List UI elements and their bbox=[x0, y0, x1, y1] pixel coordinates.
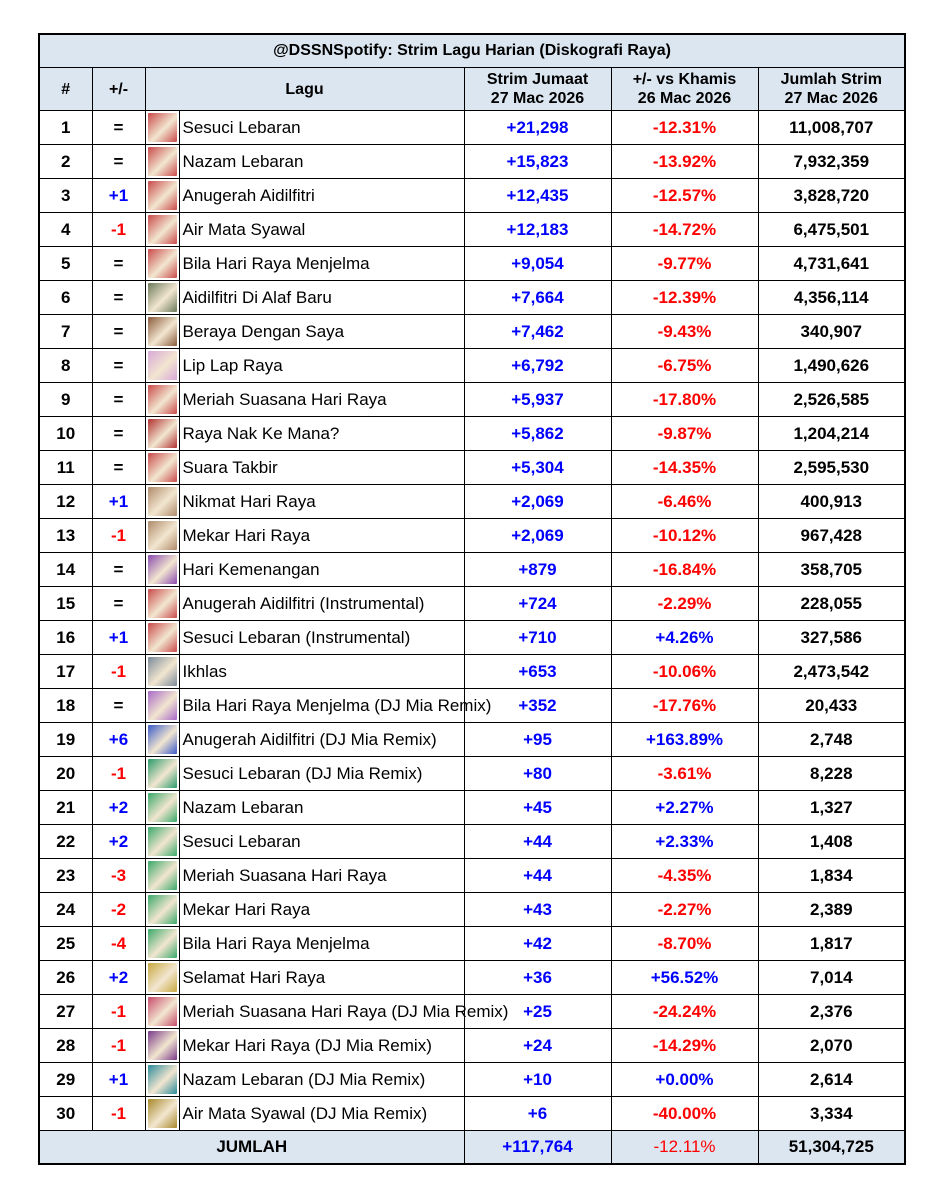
total-streams: 400,913 bbox=[758, 485, 905, 519]
change-cell: -1 bbox=[92, 995, 145, 1029]
total-streams: 4,731,641 bbox=[758, 247, 905, 281]
table-row bbox=[39, 247, 905, 281]
rank-cell: 12 bbox=[39, 485, 92, 519]
pct-change: -10.12% bbox=[611, 519, 758, 553]
pct-change: -40.00% bbox=[611, 1097, 758, 1131]
rank-cell: 18 bbox=[39, 689, 92, 723]
daily-streams: +7,664 bbox=[464, 281, 611, 315]
total-streams: 11,008,707 bbox=[758, 111, 905, 145]
rank-cell: 30 bbox=[39, 1097, 92, 1131]
album-cover-icon bbox=[148, 215, 177, 244]
song-title: Aidilfitri Di Alaf Baru bbox=[179, 281, 464, 315]
album-art-cell bbox=[145, 315, 179, 349]
song-title: Selamat Hari Raya bbox=[179, 961, 464, 995]
pct-change: -6.46% bbox=[611, 485, 758, 519]
daily-streams: +45 bbox=[464, 791, 611, 825]
rank-cell: 16 bbox=[39, 621, 92, 655]
album-art-cell bbox=[145, 689, 179, 723]
table-row bbox=[39, 485, 905, 519]
table-row bbox=[39, 111, 905, 145]
song-title: Ikhlas bbox=[179, 655, 464, 689]
change-cell: = bbox=[92, 145, 145, 179]
change-cell: = bbox=[92, 111, 145, 145]
rank-cell: 22 bbox=[39, 825, 92, 859]
album-cover-icon bbox=[148, 1065, 177, 1094]
table-row bbox=[39, 383, 905, 417]
album-art-cell bbox=[145, 723, 179, 757]
rank-cell: 8 bbox=[39, 349, 92, 383]
album-art-cell bbox=[145, 111, 179, 145]
daily-streams: +24 bbox=[464, 1029, 611, 1063]
total-streams: 1,408 bbox=[758, 825, 905, 859]
daily-streams: +15,823 bbox=[464, 145, 611, 179]
album-cover-icon bbox=[148, 929, 177, 958]
album-art-cell bbox=[145, 825, 179, 859]
song-title: Bila Hari Raya Menjelma (DJ Mia Remix) bbox=[179, 689, 464, 723]
header-song: Lagu bbox=[145, 68, 464, 111]
change-cell: = bbox=[92, 349, 145, 383]
song-title: Sesuci Lebaran (DJ Mia Remix) bbox=[179, 757, 464, 791]
table-row bbox=[39, 587, 905, 621]
daily-streams: +7,462 bbox=[464, 315, 611, 349]
total-pct: -12.11% bbox=[611, 1131, 758, 1165]
album-art-cell bbox=[145, 791, 179, 825]
change-cell: = bbox=[92, 315, 145, 349]
daily-streams: +2,069 bbox=[464, 485, 611, 519]
total-streams: 3,828,720 bbox=[758, 179, 905, 213]
table-row bbox=[39, 757, 905, 791]
total-streams: 8,228 bbox=[758, 757, 905, 791]
rank-cell: 4 bbox=[39, 213, 92, 247]
total-streams: 2,376 bbox=[758, 995, 905, 1029]
pct-change: -9.87% bbox=[611, 417, 758, 451]
total-streams: 340,907 bbox=[758, 315, 905, 349]
album-cover-icon bbox=[148, 419, 177, 448]
rank-cell: 24 bbox=[39, 893, 92, 927]
table-row bbox=[39, 723, 905, 757]
header-streams bbox=[464, 68, 611, 111]
change-cell: -2 bbox=[92, 893, 145, 927]
total-streams: 6,475,501 bbox=[758, 213, 905, 247]
change-cell: +6 bbox=[92, 723, 145, 757]
daily-streams: +6,792 bbox=[464, 349, 611, 383]
header-total bbox=[758, 68, 905, 111]
album-cover-icon bbox=[148, 317, 177, 346]
pct-change: -6.75% bbox=[611, 349, 758, 383]
album-art-cell bbox=[145, 621, 179, 655]
album-art-cell bbox=[145, 417, 179, 451]
table-row bbox=[39, 1029, 905, 1063]
album-cover-icon bbox=[148, 827, 177, 856]
rank-cell: 10 bbox=[39, 417, 92, 451]
album-art-cell bbox=[145, 247, 179, 281]
song-title: Bila Hari Raya Menjelma bbox=[179, 927, 464, 961]
album-art-cell bbox=[145, 281, 179, 315]
album-art-cell bbox=[145, 349, 179, 383]
daily-streams: +80 bbox=[464, 757, 611, 791]
pct-change: -13.92% bbox=[611, 145, 758, 179]
song-title: Nazam Lebaran (DJ Mia Remix) bbox=[179, 1063, 464, 1097]
album-cover-icon bbox=[148, 997, 177, 1026]
title-row bbox=[39, 34, 905, 68]
song-title: Sesuci Lebaran (Instrumental) bbox=[179, 621, 464, 655]
header-streams-line1: Strim Jumaat bbox=[486, 71, 589, 88]
rank-cell: 5 bbox=[39, 247, 92, 281]
rank-cell: 7 bbox=[39, 315, 92, 349]
album-art-cell bbox=[145, 383, 179, 417]
song-title: Nazam Lebaran bbox=[179, 791, 464, 825]
change-cell: = bbox=[92, 451, 145, 485]
pct-change: -12.57% bbox=[611, 179, 758, 213]
rank-cell: 17 bbox=[39, 655, 92, 689]
chart-title: @DSSNSpotify: Strim Lagu Harian (Diskografi Raya) bbox=[39, 34, 905, 68]
total-streams: 4,356,114 bbox=[758, 281, 905, 315]
rank-cell: 23 bbox=[39, 859, 92, 893]
rank-cell: 20 bbox=[39, 757, 92, 791]
total-streams: 1,327 bbox=[758, 791, 905, 825]
daily-streams: +44 bbox=[464, 859, 611, 893]
header-total-line1: Jumlah Strim bbox=[780, 71, 882, 88]
total-streams: 1,204,214 bbox=[758, 417, 905, 451]
album-art-cell bbox=[145, 485, 179, 519]
daily-streams: +95 bbox=[464, 723, 611, 757]
rank-cell: 11 bbox=[39, 451, 92, 485]
daily-streams: +710 bbox=[464, 621, 611, 655]
daily-streams: +6 bbox=[464, 1097, 611, 1131]
daily-streams: +5,304 bbox=[464, 451, 611, 485]
album-cover-icon bbox=[148, 691, 177, 720]
table-row bbox=[39, 893, 905, 927]
change-cell: +1 bbox=[92, 621, 145, 655]
table-row bbox=[39, 859, 905, 893]
song-title: Anugerah Aidilfitri (DJ Mia Remix) bbox=[179, 723, 464, 757]
change-cell: +2 bbox=[92, 791, 145, 825]
change-cell: -1 bbox=[92, 213, 145, 247]
album-cover-icon bbox=[148, 1031, 177, 1060]
total-streams: 2,389 bbox=[758, 893, 905, 927]
album-art-cell bbox=[145, 1097, 179, 1131]
total-streams: 7,014 bbox=[758, 961, 905, 995]
song-title: Suara Takbir bbox=[179, 451, 464, 485]
change-cell: +1 bbox=[92, 485, 145, 519]
change-cell: -1 bbox=[92, 519, 145, 553]
daily-streams: +43 bbox=[464, 893, 611, 927]
total-streams: 1,490,626 bbox=[758, 349, 905, 383]
album-cover-icon bbox=[148, 351, 177, 380]
change-cell: = bbox=[92, 417, 145, 451]
pct-change: -3.61% bbox=[611, 757, 758, 791]
change-cell: = bbox=[92, 247, 145, 281]
total-label: JUMLAH bbox=[39, 1131, 464, 1165]
song-title: Nazam Lebaran bbox=[179, 145, 464, 179]
rank-cell: 29 bbox=[39, 1063, 92, 1097]
pct-change: -4.35% bbox=[611, 859, 758, 893]
rank-cell: 26 bbox=[39, 961, 92, 995]
album-cover-icon bbox=[148, 861, 177, 890]
total-streams: 2,595,530 bbox=[758, 451, 905, 485]
daily-streams: +44 bbox=[464, 825, 611, 859]
daily-streams: +10 bbox=[464, 1063, 611, 1097]
change-cell: -1 bbox=[92, 1029, 145, 1063]
daily-streams: +25 bbox=[464, 995, 611, 1029]
change-cell: -1 bbox=[92, 757, 145, 791]
album-cover-icon bbox=[148, 113, 177, 142]
daily-streams: +21,298 bbox=[464, 111, 611, 145]
table-row bbox=[39, 451, 905, 485]
rank-cell: 27 bbox=[39, 995, 92, 1029]
table-row bbox=[39, 689, 905, 723]
total-all: 51,304,725 bbox=[758, 1131, 905, 1165]
header-change: +/- bbox=[92, 68, 145, 111]
table-row bbox=[39, 1063, 905, 1097]
total-streams: 358,705 bbox=[758, 553, 905, 587]
table-row bbox=[39, 315, 905, 349]
rank-cell: 15 bbox=[39, 587, 92, 621]
table-row bbox=[39, 825, 905, 859]
album-art-cell bbox=[145, 893, 179, 927]
album-art-cell bbox=[145, 519, 179, 553]
daily-streams: +653 bbox=[464, 655, 611, 689]
change-cell: -3 bbox=[92, 859, 145, 893]
total-streams: 2,526,585 bbox=[758, 383, 905, 417]
song-title: Meriah Suasana Hari Raya bbox=[179, 859, 464, 893]
table-row bbox=[39, 553, 905, 587]
daily-streams: +9,054 bbox=[464, 247, 611, 281]
song-title: Nikmat Hari Raya bbox=[179, 485, 464, 519]
change-cell: -1 bbox=[92, 1097, 145, 1131]
song-title: Sesuci Lebaran bbox=[179, 825, 464, 859]
table-row bbox=[39, 179, 905, 213]
album-cover-icon bbox=[148, 283, 177, 312]
song-title: Mekar Hari Raya bbox=[179, 519, 464, 553]
pct-change: -8.70% bbox=[611, 927, 758, 961]
pct-change: -10.06% bbox=[611, 655, 758, 689]
total-streams: 3,334 bbox=[758, 1097, 905, 1131]
song-title: Air Mata Syawal (DJ Mia Remix) bbox=[179, 1097, 464, 1131]
change-cell: -1 bbox=[92, 655, 145, 689]
album-cover-icon bbox=[148, 453, 177, 482]
table-row bbox=[39, 349, 905, 383]
album-cover-icon bbox=[148, 623, 177, 652]
daily-streams: +5,862 bbox=[464, 417, 611, 451]
rank-cell: 6 bbox=[39, 281, 92, 315]
song-title: Raya Nak Ke Mana? bbox=[179, 417, 464, 451]
song-title: Bila Hari Raya Menjelma bbox=[179, 247, 464, 281]
album-cover-icon bbox=[148, 521, 177, 550]
album-art-cell bbox=[145, 213, 179, 247]
header-streams-line2: 27 Mac 2026 bbox=[490, 90, 585, 107]
pct-change: -9.43% bbox=[611, 315, 758, 349]
daily-streams: +5,937 bbox=[464, 383, 611, 417]
table-row bbox=[39, 281, 905, 315]
table-row bbox=[39, 417, 905, 451]
pct-change: -2.29% bbox=[611, 587, 758, 621]
table-row bbox=[39, 519, 905, 553]
song-title: Lip Lap Raya bbox=[179, 349, 464, 383]
change-cell: = bbox=[92, 587, 145, 621]
table-row bbox=[39, 995, 905, 1029]
rank-cell: 21 bbox=[39, 791, 92, 825]
album-art-cell bbox=[145, 145, 179, 179]
album-cover-icon bbox=[148, 147, 177, 176]
total-streams: 2,070 bbox=[758, 1029, 905, 1063]
album-cover-icon bbox=[148, 793, 177, 822]
pct-change: +0.00% bbox=[611, 1063, 758, 1097]
rank-cell: 3 bbox=[39, 179, 92, 213]
total-streams: 327,586 bbox=[758, 621, 905, 655]
song-title: Sesuci Lebaran bbox=[179, 111, 464, 145]
album-art-cell bbox=[145, 961, 179, 995]
album-cover-icon bbox=[148, 589, 177, 618]
header-rank: # bbox=[39, 68, 92, 111]
pct-change: +2.33% bbox=[611, 825, 758, 859]
song-title: Beraya Dengan Saya bbox=[179, 315, 464, 349]
pct-change: -2.27% bbox=[611, 893, 758, 927]
total-streams: +117,764 bbox=[464, 1131, 611, 1165]
header-row bbox=[39, 68, 905, 111]
album-art-cell bbox=[145, 451, 179, 485]
album-cover-icon bbox=[148, 963, 177, 992]
album-art-cell bbox=[145, 587, 179, 621]
album-art-cell bbox=[145, 859, 179, 893]
pct-change: -12.39% bbox=[611, 281, 758, 315]
pct-change: -16.84% bbox=[611, 553, 758, 587]
rank-cell: 19 bbox=[39, 723, 92, 757]
album-cover-icon bbox=[148, 487, 177, 516]
change-cell: = bbox=[92, 383, 145, 417]
song-title: Meriah Suasana Hari Raya (DJ Mia Remix) bbox=[179, 995, 464, 1029]
total-streams: 20,433 bbox=[758, 689, 905, 723]
song-title: Anugerah Aidilfitri (Instrumental) bbox=[179, 587, 464, 621]
change-cell: -4 bbox=[92, 927, 145, 961]
total-streams: 228,055 bbox=[758, 587, 905, 621]
rank-cell: 25 bbox=[39, 927, 92, 961]
total-streams: 2,473,542 bbox=[758, 655, 905, 689]
table-row bbox=[39, 927, 905, 961]
table-row bbox=[39, 621, 905, 655]
rank-cell: 1 bbox=[39, 111, 92, 145]
table-row bbox=[39, 1097, 905, 1131]
table-row bbox=[39, 145, 905, 179]
pct-change: -12.31% bbox=[611, 111, 758, 145]
daily-streams: +2,069 bbox=[464, 519, 611, 553]
table-row bbox=[39, 213, 905, 247]
change-cell: +1 bbox=[92, 179, 145, 213]
album-cover-icon bbox=[148, 555, 177, 584]
album-cover-icon bbox=[148, 657, 177, 686]
change-cell: +2 bbox=[92, 825, 145, 859]
song-title: Anugerah Aidilfitri bbox=[179, 179, 464, 213]
album-cover-icon bbox=[148, 181, 177, 210]
pct-change: -17.80% bbox=[611, 383, 758, 417]
song-title: Hari Kemenangan bbox=[179, 553, 464, 587]
total-streams: 1,834 bbox=[758, 859, 905, 893]
table-row bbox=[39, 655, 905, 689]
pct-change: +163.89% bbox=[611, 723, 758, 757]
album-cover-icon bbox=[148, 725, 177, 754]
header-pct bbox=[611, 68, 758, 111]
daily-streams: +352 bbox=[464, 689, 611, 723]
pct-change: +2.27% bbox=[611, 791, 758, 825]
album-art-cell bbox=[145, 1063, 179, 1097]
change-cell: = bbox=[92, 553, 145, 587]
total-streams: 7,932,359 bbox=[758, 145, 905, 179]
daily-streams: +36 bbox=[464, 961, 611, 995]
pct-change: +56.52% bbox=[611, 961, 758, 995]
pct-change: -24.24% bbox=[611, 995, 758, 1029]
song-title: Air Mata Syawal bbox=[179, 213, 464, 247]
song-title: Mekar Hari Raya bbox=[179, 893, 464, 927]
song-title: Meriah Suasana Hari Raya bbox=[179, 383, 464, 417]
pct-change: +4.26% bbox=[611, 621, 758, 655]
change-cell: = bbox=[92, 689, 145, 723]
pct-change: -17.76% bbox=[611, 689, 758, 723]
rank-cell: 9 bbox=[39, 383, 92, 417]
album-cover-icon bbox=[148, 759, 177, 788]
rank-cell: 2 bbox=[39, 145, 92, 179]
rank-cell: 28 bbox=[39, 1029, 92, 1063]
streaming-chart-table bbox=[38, 33, 906, 1165]
header-total-line2: 27 Mac 2026 bbox=[784, 90, 878, 107]
table-row bbox=[39, 791, 905, 825]
change-cell: +1 bbox=[92, 1063, 145, 1097]
daily-streams: +879 bbox=[464, 553, 611, 587]
song-title: Mekar Hari Raya (DJ Mia Remix) bbox=[179, 1029, 464, 1063]
album-cover-icon bbox=[148, 249, 177, 278]
album-art-cell bbox=[145, 757, 179, 791]
total-streams: 967,428 bbox=[758, 519, 905, 553]
rank-cell: 14 bbox=[39, 553, 92, 587]
total-streams: 2,614 bbox=[758, 1063, 905, 1097]
album-art-cell bbox=[145, 1029, 179, 1063]
pct-change: -14.29% bbox=[611, 1029, 758, 1063]
daily-streams: +12,183 bbox=[464, 213, 611, 247]
daily-streams: +12,435 bbox=[464, 179, 611, 213]
album-cover-icon bbox=[148, 385, 177, 414]
daily-streams: +724 bbox=[464, 587, 611, 621]
total-streams: 1,817 bbox=[758, 927, 905, 961]
rank-cell: 13 bbox=[39, 519, 92, 553]
album-art-cell bbox=[145, 553, 179, 587]
pct-change: -14.72% bbox=[611, 213, 758, 247]
change-cell: +2 bbox=[92, 961, 145, 995]
pct-change: -14.35% bbox=[611, 451, 758, 485]
header-pct-line1: +/- vs Khamis bbox=[632, 71, 737, 88]
album-art-cell bbox=[145, 179, 179, 213]
pct-change: -9.77% bbox=[611, 247, 758, 281]
album-art-cell bbox=[145, 927, 179, 961]
daily-streams: +42 bbox=[464, 927, 611, 961]
table-row bbox=[39, 961, 905, 995]
album-cover-icon bbox=[148, 1099, 177, 1128]
album-art-cell bbox=[145, 995, 179, 1029]
rows-body bbox=[39, 111, 905, 1131]
change-cell: = bbox=[92, 281, 145, 315]
total-row bbox=[39, 1131, 905, 1165]
total-streams: 2,748 bbox=[758, 723, 905, 757]
album-cover-icon bbox=[148, 895, 177, 924]
header-pct-line2: 26 Mac 2026 bbox=[637, 90, 732, 107]
album-art-cell bbox=[145, 655, 179, 689]
